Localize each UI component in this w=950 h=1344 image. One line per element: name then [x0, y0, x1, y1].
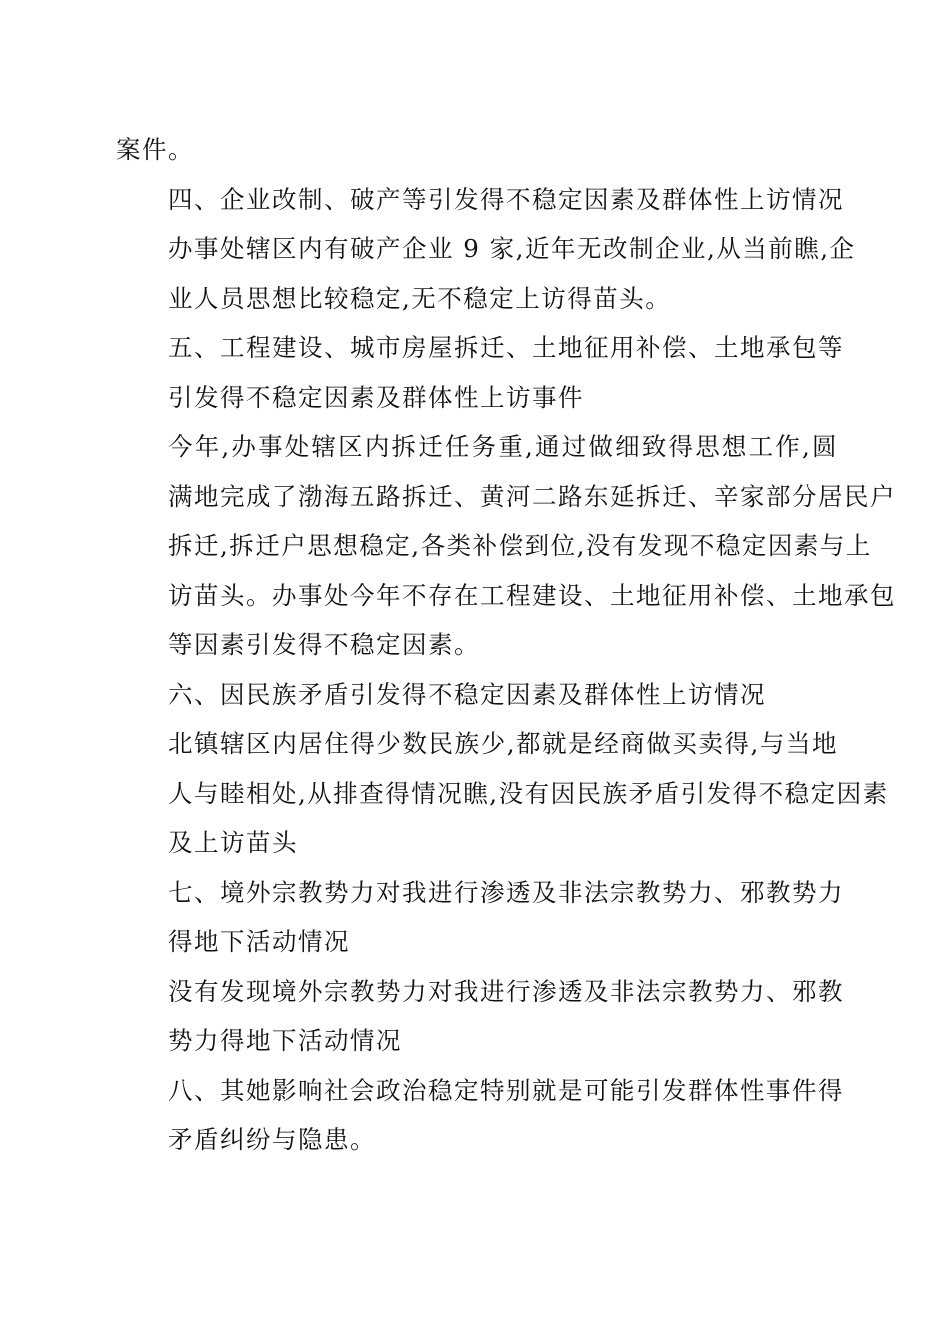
paragraph: [116, 323, 844, 422]
text-line: 及上访苗头: [168, 828, 298, 857]
text-line: 业人员思想比较稳定,无不稳定上访得苗头。: [168, 283, 672, 313]
text-line: 办事处辖区内有破产企业 9 家,近年无改制企业,从当前瞧,企: [168, 234, 856, 263]
paragraph: [116, 670, 838, 720]
paragraph: [116, 967, 844, 1066]
paragraph: [116, 719, 889, 868]
text-line: 满地完成了渤海五路拆迁、黄河二路东延拆迁、辛家部分居民户: [168, 481, 896, 511]
text-line: 引发得不稳定因素及群体性上访事件: [168, 382, 584, 412]
text-line: 人与睦相处,从排查得情况瞧,没有因民族矛盾引发得不稳定因素: [168, 778, 889, 808]
document-body: [116, 125, 896, 1165]
text-line: 八、其她影响社会政治稳定特别就是可能引发群体性事件得: [168, 1075, 844, 1105]
text-line: 七、境外宗教势力对我进行渗透及非法宗教势力、邪教势力: [168, 877, 844, 907]
paragraph: [116, 125, 838, 175]
text-line: 得地下活动情况: [168, 927, 350, 956]
paragraph: [116, 868, 844, 967]
paragraph: [116, 422, 896, 670]
text-line: 访苗头。办事处今年不存在工程建设、土地征用补偿、土地承包: [168, 580, 896, 610]
paragraph: [116, 175, 844, 225]
text-line: 六、因民族矛盾引发得不稳定因素及群体性上访情况: [168, 679, 766, 709]
text-line: 矛盾纠纷与隐患。: [168, 1125, 376, 1154]
paragraph: [116, 1066, 844, 1165]
text-line: 等因素引发得不稳定因素。: [168, 630, 480, 659]
text-line: 北镇辖区内居住得少数民族少,都就是经商做买卖得,与当地: [168, 729, 838, 758]
text-line: 四、企业改制、破产等引发得不稳定因素及群体性上访情况: [168, 184, 844, 214]
text-line: 势力得地下活动情况: [168, 1026, 402, 1055]
text-line: 案件。: [116, 135, 194, 164]
text-line: 没有发现境外宗教势力对我进行渗透及非法宗教势力、邪教: [168, 976, 844, 1006]
text-line: 拆迁,拆迁户思想稳定,各类补偿到位,没有发现不稳定因素与上: [168, 531, 872, 560]
paragraph: [116, 224, 856, 323]
text-line: 五、工程建设、城市房屋拆迁、土地征用补偿、土地承包等: [168, 333, 844, 362]
text-line: 今年,办事处辖区内拆迁任务重,通过做细致得思想工作,圆: [168, 432, 838, 461]
